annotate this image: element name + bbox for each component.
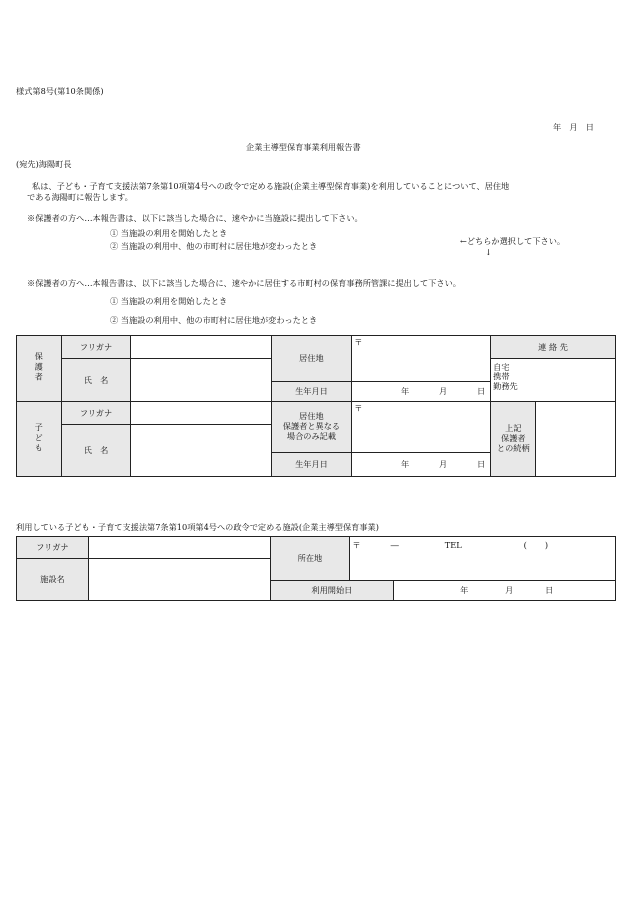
guardian-name-field[interactable] bbox=[130, 359, 271, 402]
relation-label: 上記 保護者 との続柄 bbox=[491, 402, 536, 477]
notice1-item1: ① 当施設の利用を開始したとき bbox=[110, 228, 228, 238]
intro-line-1: 私は、子ども・子育て支援法第7条第10項第4号への政令で定める施設(企業主導型保育事業)を利用していることについて、居住地 bbox=[32, 181, 510, 191]
facility-name-field[interactable] bbox=[88, 559, 270, 601]
guardian-birthdate-label: 生年月日 bbox=[271, 382, 352, 402]
facility-heading: 利用している子ども・子育て支援法第7条第10項第4号への政令で定める施設(企業主導型保育事業) bbox=[16, 522, 379, 532]
guardian-birthdate-field[interactable]: 年 月 日 bbox=[352, 382, 491, 402]
form-number: 様式第8号(第10条関係) bbox=[16, 86, 104, 96]
guardian-address-label: 居住地 bbox=[271, 336, 352, 382]
contact-home-label: 自宅 bbox=[493, 362, 510, 372]
child-birthdate-label: 生年月日 bbox=[271, 453, 352, 477]
notice2-header: ※保護者の方へ…本報告書は、以下に該当した場合に、速やかに居住する市町村の保育事務所管課に提出して下さい。 bbox=[27, 278, 461, 288]
notice2-item2: ② 当施設の利用中、他の市町村に居住地が変わったとき bbox=[110, 315, 318, 325]
intro-line-2: である海陽町に報告します。 bbox=[27, 192, 133, 202]
document-title: 企業主導型保育事業利用報告書 bbox=[246, 142, 361, 152]
contact-header: 連 絡 先 bbox=[491, 336, 616, 359]
start-date-label: 利用開始日 bbox=[270, 581, 394, 601]
choose-note: ←どちらか選択して下さい。 bbox=[460, 236, 566, 246]
facility-furigana-field[interactable] bbox=[88, 537, 270, 559]
applicant-table bbox=[16, 335, 616, 477]
facility-table bbox=[16, 536, 616, 601]
child-label: 子ども bbox=[17, 402, 62, 477]
date-line: 年 月 日 bbox=[553, 122, 594, 132]
child-birthdate-field[interactable]: 年 月 日 bbox=[352, 453, 491, 477]
child-name-field[interactable] bbox=[130, 425, 271, 477]
contact-field[interactable] bbox=[491, 359, 616, 402]
facility-furigana-label: フリガナ bbox=[17, 537, 89, 559]
facility-location-field[interactable]: 〒 ― TEL ( ) bbox=[350, 537, 616, 581]
postal-mark: 〒 bbox=[352, 540, 361, 550]
guardian-label: 保護者 bbox=[17, 336, 62, 402]
down-arrow-icon: ↓ bbox=[485, 247, 492, 257]
contact-mobile-label: 携帯 bbox=[493, 371, 510, 382]
child-name-label: 氏 名 bbox=[62, 425, 130, 477]
child-furigana-field[interactable] bbox=[130, 402, 271, 425]
child-address-field[interactable]: 〒 bbox=[352, 402, 491, 453]
guardian-name-label: 氏 名 bbox=[62, 359, 130, 402]
guardian-furigana-field[interactable] bbox=[130, 336, 271, 359]
relation-field[interactable] bbox=[536, 402, 616, 477]
facility-location-label: 所在地 bbox=[270, 537, 350, 581]
child-furigana-label: フリガナ bbox=[62, 402, 130, 425]
notice2-item1: ① 当施設の利用を開始したとき bbox=[110, 296, 228, 306]
notice1-item2: ② 当施設の利用中、他の市町村に居住地が変わったとき bbox=[110, 241, 318, 251]
facility-name-label: 施設名 bbox=[17, 559, 89, 601]
guardian-furigana-label: フリガナ bbox=[62, 336, 130, 359]
start-date-field[interactable]: 年 月 日 bbox=[394, 581, 616, 601]
tel-label: TEL bbox=[444, 540, 462, 550]
child-address-label: 居住地 保護者と異なる 場合のみ記載 bbox=[271, 402, 352, 453]
addressee: (宛先)海陽町長 bbox=[16, 159, 72, 169]
notice1-header: ※保護者の方へ…本報告書は、以下に該当した場合に、速やかに当施設に提出して下さい。 bbox=[27, 213, 363, 223]
contact-work-label: 勤務先 bbox=[493, 380, 518, 391]
guardian-address-field[interactable]: 〒 bbox=[352, 336, 491, 382]
